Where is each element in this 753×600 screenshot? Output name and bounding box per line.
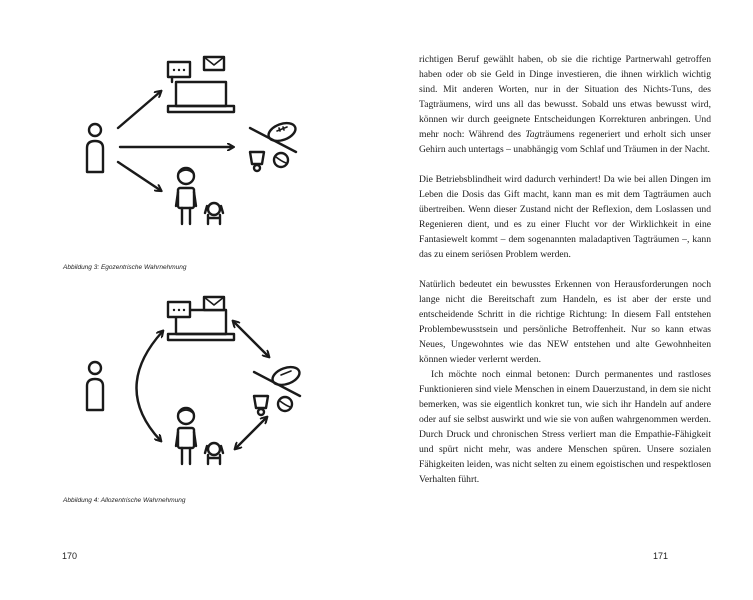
arrow-to-laptop [118,92,160,128]
paragraph-4: Ich möchte noch einmal betonen: Durch permanentes und rastloses Funktionieren sind viele Menschen in einem Dauerzustand, in dem sie nicht bemerken, was sie eigentlich konkret tun, wie sich ihr Handeln auf andere oder auf sie selbst auswirkt und wie sie von außen wahrgenommen werden. Durch Druck und chronischen Stress verliert man die Empathie-Fähigkeit und spürt nicht mehr, was andere Menschen spüren. Unsere sozialen Fähigkeiten leiden, was nicht selten zu einem egoistischen und respektlosen Verhalten führt. [419,369,711,485]
person-icon [87,124,103,172]
left-page [0,0,376,600]
laptop-icon [168,57,234,112]
person-icon [87,362,103,410]
arrow-to-family [118,162,160,190]
figure4-caption: Abbildung 4: Allozentrische Wahrnehmung [63,497,186,504]
arrow-laptop-hobbies [234,322,268,356]
paragraph-3: Natürlich bedeutet ein bewusstes Erkennen von Herausforderungen noch lange nicht die Bereitschaft zum Handeln, es ist aber der erste und entscheidende Schritt in die richtige Richtung: In diesem Fall entstehen Problembewusstsein und persönliche Betroffenheit. Nur so kann etwas Neues, Ungewohntes wie das NEW entstehen und alte Gewohnheiten können wieder verlernt werden. [419,279,711,365]
arrow-curve-laptop-family [136,332,162,440]
page-number-left: 170 [62,551,78,561]
figure-egocentric [0,0,376,280]
arrow-hobbies-family [236,418,266,448]
family-icon [176,168,223,224]
paragraph-2: Die Betriebsblindheit wird dadurch verhindert! Da wie bei allen Dingen im Leben die Dosis das Gift macht, kann man es mit dem Tagträumen auch übertreiben. Wenn dieser Zustand nicht der Reflexion, dem Loslassen und Regenieren dient, und es zu einer Flucht vor der Wirklichkeit in eine Fantasiewelt kommt – dem sogenannten maladaptiven Tagträumen –, kann das zu einem seriösen Problem werden. [419,174,711,260]
paragraph-1: richtigen Beruf gewählt haben, ob sie die richtige Partnerwahl getroffen haben oder ob sie Geld in Dinge investieren, die ihnen wirklich wichtig sind. Mit anderen Worten, nur in der Situation des Nichts-Tuns, des Tagträumens, wird uns all das bewusst. Sobald uns etwas bewusst wird, können wir durch geeignete Entscheidungen Korrekturen anbringen. Und mehr noch: Während des Tagträumens regeneriert und erholt sich unser Gehirn auch untertags – unabhängig vom Schlaf und Träumen in der Nacht. [419,54,711,155]
family-icon [176,408,223,464]
laptop-icon [168,297,234,340]
figure-allocentric [0,280,376,500]
body-text [419,52,711,487]
hobbies-icon [254,364,302,415]
hobbies-icon [250,120,298,171]
figure3-caption: Abbildung 3: Egozentrische Wahrnehmung [63,264,187,271]
right-page [377,0,753,600]
page-number-right: 171 [653,551,669,561]
